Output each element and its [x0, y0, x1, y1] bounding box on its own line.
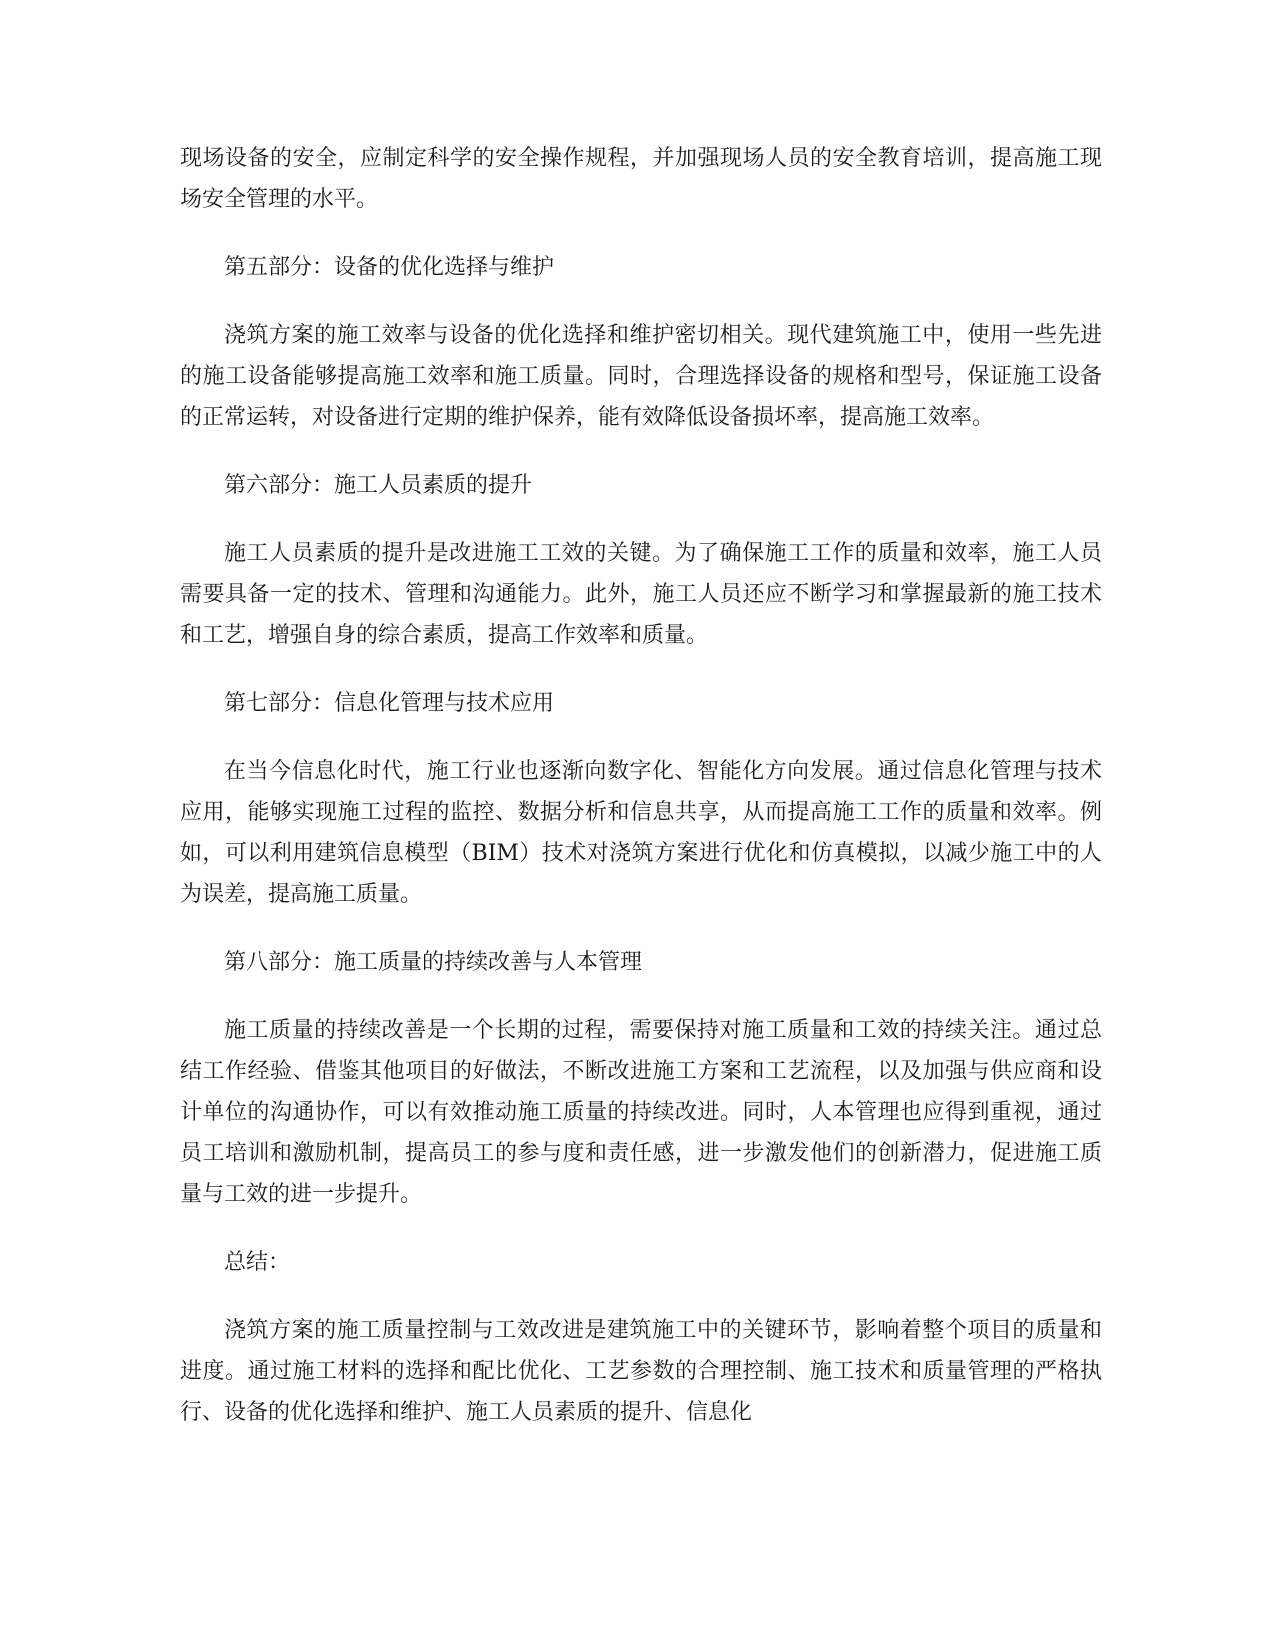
paragraph-personnel: 施工人员素质的提升是改进施工工效的关键。为了确保施工工作的质量和效率，施工人员需要具备一定的技术、管理和沟通能力。此外，施工人员还应不断学习和掌握最新的施工技术和工艺，增强自身的综合素质，提高工作效率和质量。 — [180, 541, 1102, 648]
section-heading-part-5: 第五部分：设备的优化选择与维护 — [224, 255, 555, 280]
section-heading-part-6: 第六部分：施工人员素质的提升 — [224, 473, 533, 498]
paragraph-quality: 施工质量的持续改善是一个长期的过程，需要保持对施工质量和工效的持续关注。通过总结工作经验、借鉴其他项目的好做法，不断改进施工方案和工艺流程，以及加强与供应商和设计单位的沟通协作，可以有效推动施工质量的持续改进。同时，人本管理也应得到重视，通过员工培训和激励机制，提高员工的参与度和责任感，进一步激发他们的创新潜力，促进施工质量与工效的进一步提升。 — [180, 1018, 1102, 1207]
paragraph-summary: 浇筑方案的施工质量控制与工效改进是建筑施工中的关键环节，影响着整个项目的质量和进度。通过施工材料的选择和配比优化、工艺参数的合理控制、施工技术和质量管理的严格执行、设备的优化选择和维护、施工人员素质的提升、信息化 — [180, 1318, 1102, 1425]
paragraph-continuation: 现场设备的安全，应制定科学的安全操作规程，并加强现场人员的安全教育培训，提高施工现场安全管理的水平。 — [180, 146, 1102, 212]
paragraph-equipment: 浇筑方案的施工效率与设备的优化选择和维护密切相关。现代建筑施工中，使用一些先进的施工设备能够提高施工效率和施工质量。同时，合理选择设备的规格和型号，保证施工设备的正常运转，对设备进行定期的维护保养，能有效降低设备损坏率，提高施工效率。 — [180, 323, 1102, 430]
section-heading-part-7: 第七部分：信息化管理与技术应用 — [224, 691, 555, 716]
section-heading-summary: 总结： — [224, 1250, 291, 1275]
document-page — [180, 138, 1102, 1460]
section-heading-part-8: 第八部分：施工质量的持续改善与人本管理 — [224, 950, 643, 975]
paragraph-information: 在当今信息化时代，施工行业也逐渐向数字化、智能化方向发展。通过信息化管理与技术应用，能够实现施工过程的监控、数据分析和信息共享，从而提高施工工作的质量和效率。例如，可以利用建筑信息模型（BIM）技术对浇筑方案进行优化和仿真模拟，以减少施工中的人为误差，提高施工质量。 — [180, 759, 1102, 907]
